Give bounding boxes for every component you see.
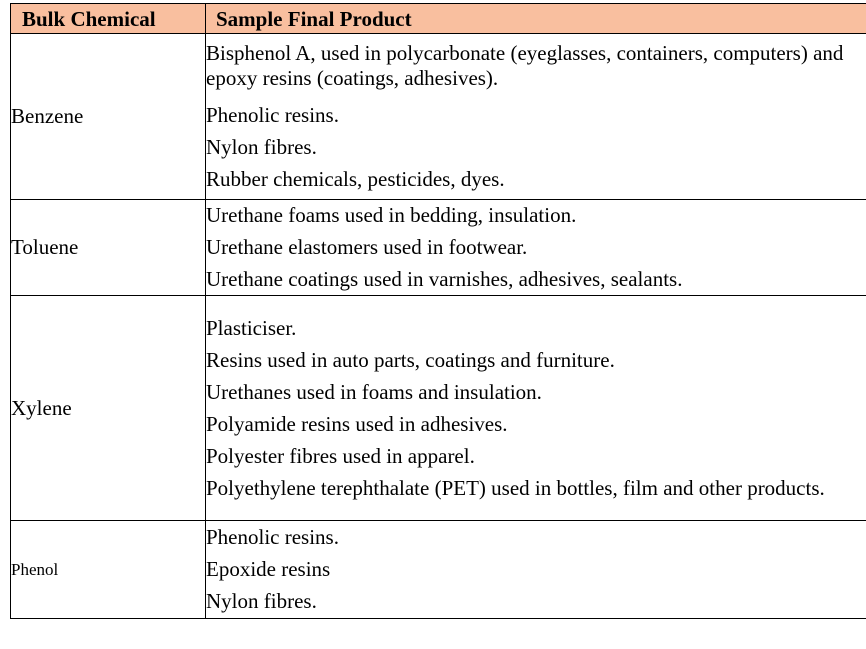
chemical-name: Toluene bbox=[11, 200, 206, 296]
product-item: Polyester fibres used in apparel. bbox=[206, 443, 475, 468]
product-item: Phenolic resins. bbox=[206, 103, 339, 127]
product-list bbox=[206, 34, 866, 200]
chemicals-table bbox=[10, 3, 866, 619]
product-item: Resins used in auto parts, coatings and furniture. bbox=[206, 347, 615, 372]
product-item: Epoxide resins bbox=[206, 557, 331, 581]
product-item: Nylon fibres. bbox=[206, 589, 317, 613]
product-item: Urethane foams used in bedding, insulation. bbox=[206, 203, 577, 227]
product-item: Urethane elastomers used in footwear. bbox=[206, 235, 528, 259]
product-list bbox=[206, 296, 866, 521]
product-item: Phenolic resins. bbox=[206, 525, 339, 549]
product-item: Urethane coatings used in varnishes, adhesives, sealants. bbox=[206, 267, 683, 291]
header-sample-final-product: Sample Final Product bbox=[206, 4, 866, 34]
table-row bbox=[11, 521, 866, 619]
product-list bbox=[206, 200, 866, 296]
chemical-name: Benzene bbox=[11, 34, 206, 200]
product-item: Polyamide resins used in adhesives. bbox=[206, 411, 508, 436]
header-bulk-chemical: Bulk Chemical bbox=[11, 4, 206, 34]
product-list bbox=[206, 521, 866, 619]
product-item: Bisphenol A, used in polycarbonate (eyeglasses, containers, computers) and epoxy resins (coatings, adhesives). bbox=[206, 41, 844, 90]
chemical-name: Phenol bbox=[11, 521, 206, 619]
product-item: Nylon fibres. bbox=[206, 135, 317, 159]
table-row bbox=[11, 200, 866, 296]
product-item: Rubber chemicals, pesticides, dyes. bbox=[206, 167, 505, 191]
product-item: Urethanes used in foams and insulation. bbox=[206, 379, 542, 404]
product-item: Polyethylene terephthalate (PET) used in bottles, film and other products. bbox=[206, 475, 825, 500]
product-item: Plasticiser. bbox=[206, 315, 297, 340]
chemical-name: Xylene bbox=[11, 296, 206, 521]
header-row bbox=[11, 4, 866, 34]
table-row bbox=[11, 34, 866, 200]
table-row bbox=[11, 296, 866, 521]
